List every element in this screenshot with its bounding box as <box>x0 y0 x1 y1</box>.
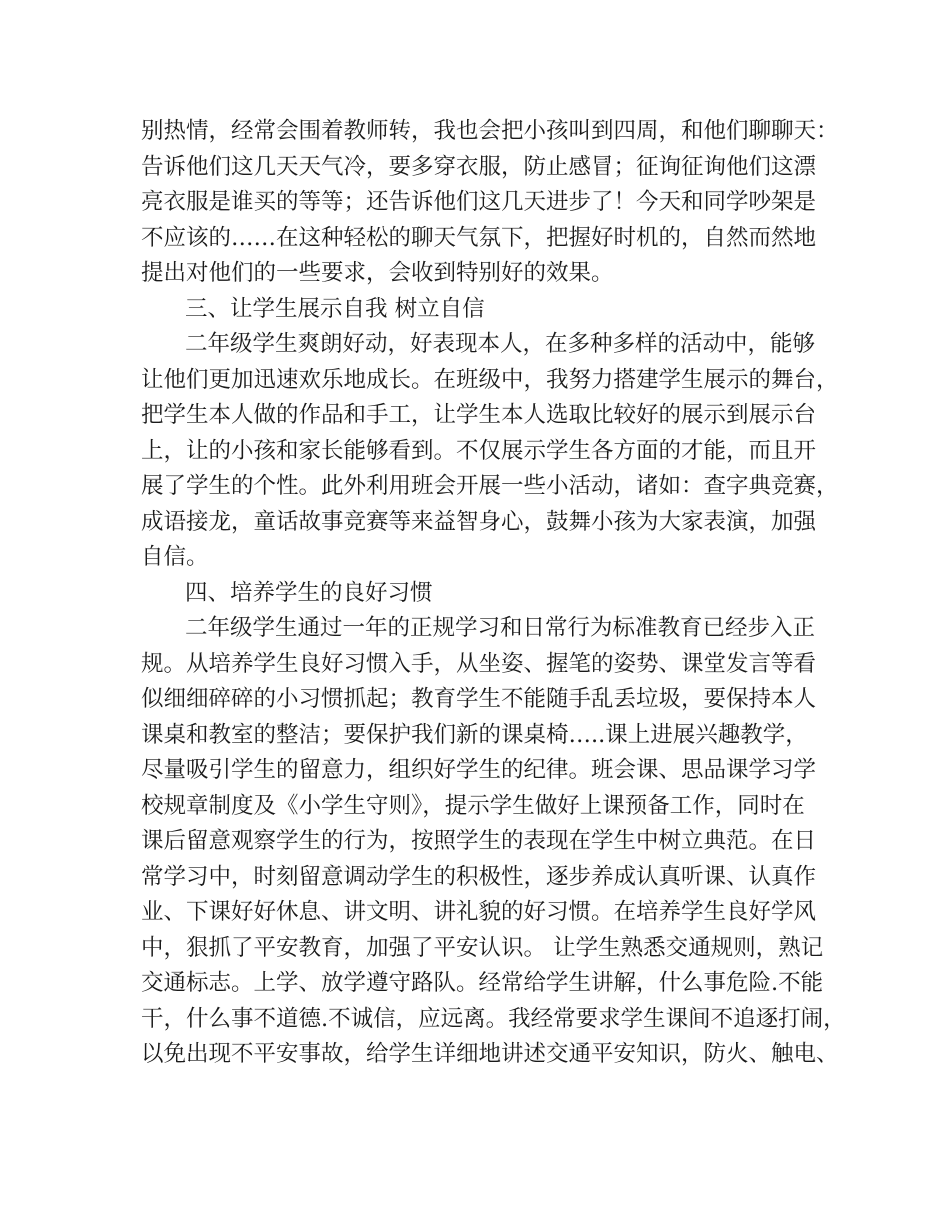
text-line: 课桌和教室的整洁；要保护我们新的课桌椅…..课上进展兴趣教学， <box>141 721 808 748</box>
text-line: 似细细碎碎的小习惯抓起；教育学生不能随手乱丢垃圾，要保持本人 <box>141 686 817 712</box>
text-line: 让他们更加迅速欢乐地成长。在班级中，我努力搭建学生展示的舞台， <box>141 366 839 393</box>
text-line: 尽量吸引学生的留意力，组织好学生的纪律。班会课、思品课学习学 <box>141 757 817 783</box>
text-line: 展了学生的个性。此外利用班会开展一些小活动，诸如：查字典竞赛， <box>141 473 839 499</box>
text-line: 业、下课好好休息、讲文明、讲礼貌的好习惯。在培养学生良好学风 <box>141 899 817 925</box>
document-page <box>141 114 846 1073</box>
text-line: 规。从培养学生良好习惯入手，从坐姿、握笔的姿势、课堂发言等看 <box>141 650 817 677</box>
text-line: 自信。 <box>141 544 209 570</box>
text-line: 亮衣服是谁买的等等；还告诉他们这几天进步了！今天和同学吵架是 <box>141 189 817 215</box>
text-line: 别热情，经常会围着教师转，我也会把小孩叫到四周，和他们聊聊天： <box>141 118 839 144</box>
section-heading: 四、培养学生的良好习惯 <box>185 579 433 606</box>
text-line: 校规章制度及《小学生守则》，提示学生做好上课预备工作，同时在 <box>141 792 805 819</box>
text-line: 干，什么事不道德.不诚信，应远离。我经常要求学生课间不追逐打闹， <box>141 1005 846 1032</box>
text-line: 提出对他们的一些要求，会收到特别好的效果。 <box>141 260 614 286</box>
paragraph-first-line: 二年级学生通过一年的正规学习和日常行为标准教育已经步入正 <box>185 615 816 641</box>
text-line: 中，狠抓了平安教育，加强了平安认识。 让学生熟悉交通规则，熟记 <box>141 934 824 961</box>
text-line: 常学习中，时刻留意调动学生的积极性，逐步养成认真听课、认真作 <box>141 863 817 890</box>
text-line: 课后留意观察学生的行为，按照学生的表现在学生中树立典范。在日 <box>141 828 817 854</box>
text-line: 上，让的小孩和家长能够看到。不仅展示学生各方面的才能，而且开 <box>141 437 817 464</box>
text-line: 交通标志。上学、放学遵守路队。经常给学生讲解，什么事危险.不能 <box>141 970 824 996</box>
text-line: 成语接龙，童话故事竞赛等来益智身心，鼓舞小孩为大家表演，加强 <box>141 508 817 535</box>
text-line: 以免出现不平安事故，给学生详细地讲述交通平安知识，防火、触电、 <box>141 1041 839 1067</box>
section-heading: 三、让学生展示自我 树立自信 <box>185 295 485 322</box>
text-line: 把学生本人做的作品和手工，让学生本人选取比较好的展示到展示台 <box>141 402 817 428</box>
text-line: 不应该的……在这种轻松的聊天气氛下，把握好时机的，自然而然地 <box>141 224 817 251</box>
text-line: 告诉他们这几天天气冷，要多穿衣服，防止感冒；征询征询他们这漂 <box>141 153 817 180</box>
paragraph-first-line: 二年级学生爽朗好动，好表现本人，在多种多样的活动中，能够 <box>185 331 816 357</box>
